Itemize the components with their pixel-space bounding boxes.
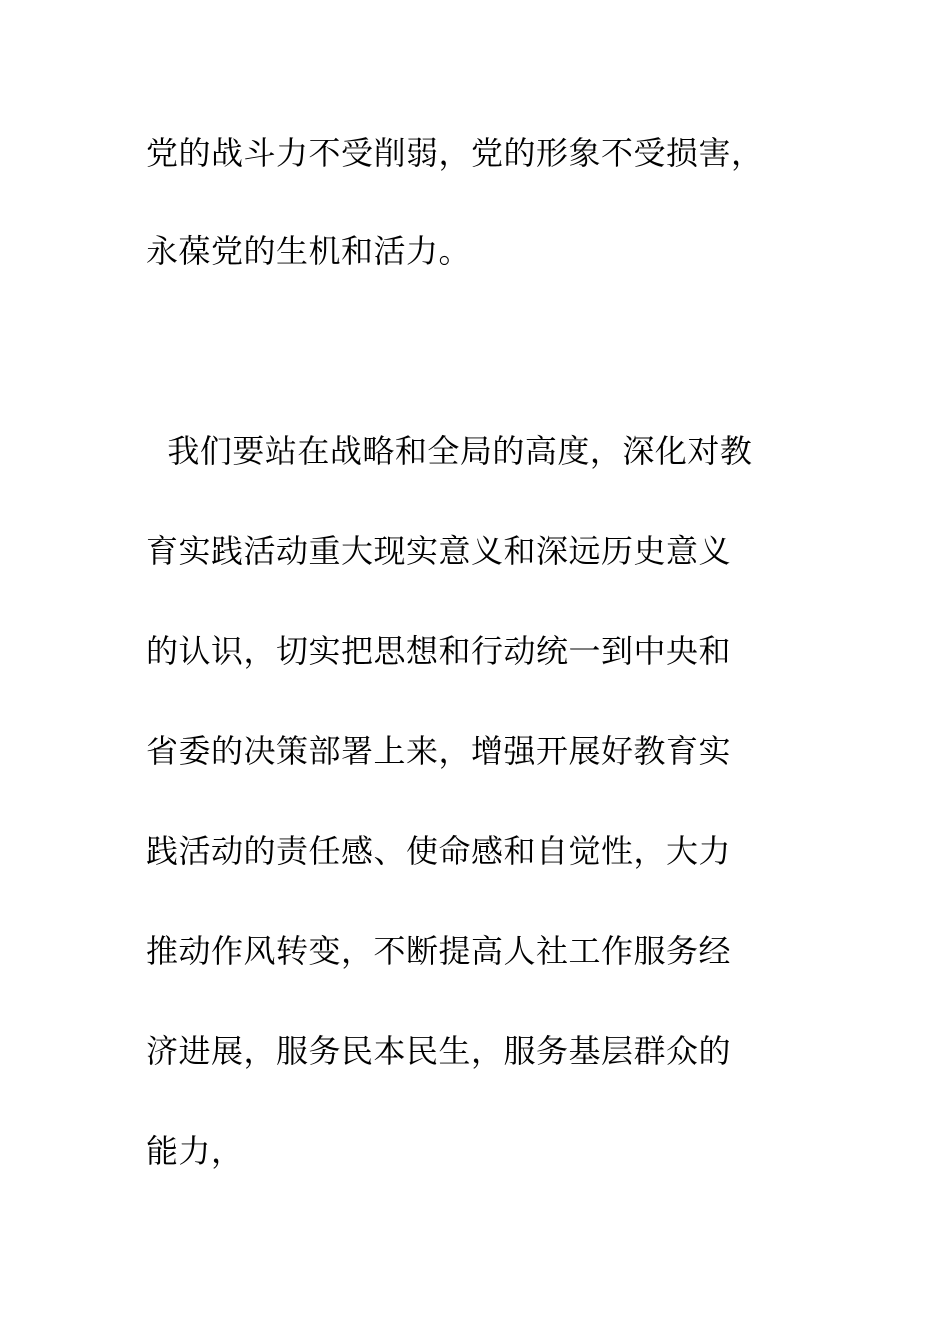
text-line: 永葆党的生机和活力。 [146,232,472,270]
text-line: 践活动的责任感、使命感和自觉性，大力 [146,832,732,870]
text-line: 的认识，切实把思想和行动统一到中央和 [146,632,732,670]
text-line: 我们要站在战略和全局的高度，深化对教 [146,432,753,470]
text-line: 济进展，服务民本民生，服务基层群众的 [146,1032,732,1070]
text-line: 省委的决策部署上来，增强开展好教育实 [146,732,732,770]
text-line: 能力， [146,1132,244,1170]
text-line: 推动作风转变，不断提高人社工作服务经 [146,932,732,970]
text-line: 育实践活动重大现实意义和深远历史意义 [146,532,732,570]
text-line: 党的战斗力不受削弱，党的形象不受损害， [146,134,764,172]
